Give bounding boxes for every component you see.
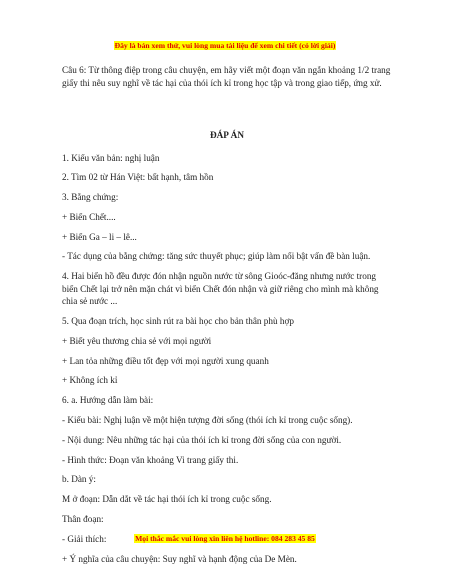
answer-line: - Nội dung: Nêu những tác hại của thói ích kỉ trong đời sống của con người. xyxy=(62,434,342,445)
answer-line: + Không ích kỉ xyxy=(62,375,118,386)
answer-line: + Biển Ga – li – lê... xyxy=(62,231,137,242)
document-body xyxy=(62,64,392,572)
question-6-text: Câu 6: Từ thông điệp trong câu chuyện, em hãy viết một đoạn văn ngắn khoảng 1/2 trang giấy thi nêu suy nghĩ về tác hại của thói ích kỉ trong học tập và trong giao tiếp, ứng xử. xyxy=(62,65,391,88)
answer-line: M ở đoạn: Dẫn dắt về tác hại thói ích kỉ trong cuộc sống. xyxy=(62,494,272,505)
preview-notice-text: Đây là bản xem thử, vui lòng mua tài liệu để xem chi tiết (có lời giải) xyxy=(114,41,336,50)
answer-line: + Lan tỏa những điều tốt đẹp với mọi người xung quanh xyxy=(62,355,269,366)
answer-line: 2. Tìm 02 từ Hán Việt: bất hạnh, tâm hồn xyxy=(62,172,214,183)
answer-line: 4. Hai biển hồ đều được đón nhận nguồn nước từ sông Gioóc-đăng nhưng nước trong biển Chết lại trở nên mặn chát vì biển Chết đón nhận và giữ riêng cho mình mà không chia sẻ nước ... xyxy=(62,271,379,307)
answer-line: + Ý nghĩa của câu chuyện: Suy nghĩ và hạnh động của De Mèn. xyxy=(62,553,297,564)
answer-line: - Giải thích: xyxy=(62,533,107,544)
answer-line: 3. Bằng chứng: xyxy=(62,192,119,203)
answer-heading: ĐÁP ÁN xyxy=(210,130,244,140)
answer-line: 6. a. Hướng dẫn làm bài: xyxy=(62,395,154,406)
answer-line: Thân đoạn: xyxy=(62,514,104,525)
preview-notice-banner xyxy=(0,41,450,51)
answer-line: 1. Kiểu văn bản: nghị luận xyxy=(62,152,160,163)
hotline-text: Mọi thắc mắc vui lòng xin liên hệ hotline: 084 283 45 85 xyxy=(135,534,315,543)
answer-line: - Tác dụng của bằng chứng: tăng sức thuyết phục; giúp làm nổi bật vấn đề bàn luận. xyxy=(62,251,371,262)
answer-line: b. Dàn ý: xyxy=(62,474,96,485)
answer-line: + Biển Chết.... xyxy=(62,211,116,222)
answer-line: + Biết yêu thương chia sẻ với mọi người xyxy=(62,335,212,346)
hotline-banner xyxy=(0,534,450,544)
answer-line: 5. Qua đoạn trích, học sinh rút ra bài học cho bản thân phù hợp xyxy=(62,316,294,327)
answer-line: - Hình thức: Đoạn văn khoảng Vi trang giấy thi. xyxy=(62,454,239,465)
answer-line: - Kiểu bài: Nghị luận về một hiện tượng đời sống (thói ích kỉ trong cuộc sống). xyxy=(62,415,353,426)
